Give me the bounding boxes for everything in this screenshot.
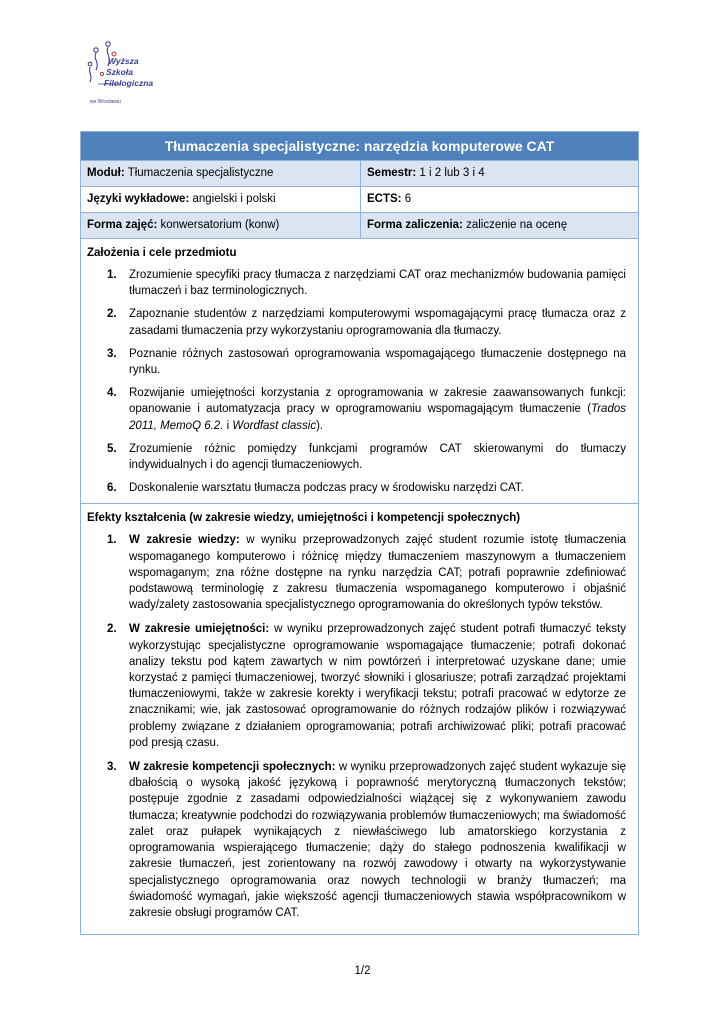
- languages-value: angielski i polski: [192, 193, 276, 205]
- list-item: [87, 267, 632, 299]
- item-number: 2.: [107, 308, 117, 321]
- item-software-name: Wordfast classic: [232, 419, 317, 432]
- module-label: Moduł:: [87, 167, 125, 179]
- semester-cell: [361, 161, 638, 186]
- course-card: [80, 131, 639, 935]
- item-text: Poznanie różnych zastosowań oprogramowania wspomagającego tłumaczenie dostępnego na rynku.: [129, 347, 626, 377]
- assessment-label: Forma zaliczenia:: [367, 219, 463, 231]
- item-text: w wyniku przeprowadzonych zajęć student rozumie istotę tłumaczenia wspomaganego komputerowo i różnicę między tłumaczeniem maszynowym a tłumaczeniem wspomaganym; zna różne dostępne na rynku narzędzia CAT; potrafi poprawnie zdefiniować podstawową terminologię z zakresu tłumaczenia wspomaganego komputerowo i objaśnić wady/zalety zastosowania specjalistycznego oprogramowania do określonych typów tekstów.: [129, 534, 626, 612]
- item-number: 5.: [107, 442, 117, 455]
- languages-label: Języki wykładowe:: [87, 193, 190, 205]
- item-number: 2.: [107, 623, 117, 636]
- logo-subline: we Wrocławiu: [90, 99, 121, 105]
- effects-list: [87, 532, 632, 921]
- logo-line-2: Szkoła: [106, 67, 133, 77]
- item-number: 3.: [107, 761, 117, 774]
- item-number: 1.: [107, 269, 117, 281]
- item-text: w wyniku przeprowadzonych zajęć student potrafi tłumaczyć teksty wykorzystując specjalistyczne oprogramowanie wspomagające tłumaczenie; potrafi dokonać analizy tekstu pod kątem zawartych w nim powtórzeń i interpretować uzyskane dane; umie korzystać z pamięci tłumaczeniowej, tworzyć słowniki i glosariusze; potrafi zarządzać projektami tłumaczeniowymi, także w zakresie korekty i weryfikacji tekstu; potrafi pracować w edytorze ze znacznikami; wie, jak zastosować oprogramowanie do różnych rodzajów plików i rozwiązywać problemy związane z działaniem oprogramowania; potrafi archiwizować pliki; potrafi pracować pod presją czasu.: [129, 623, 626, 749]
- list-item: [87, 441, 632, 473]
- item-software-names: Trados 2011, MemoQ 6.2.: [129, 403, 626, 432]
- item-text-end: ).: [316, 419, 324, 432]
- item-text: Doskonalenie warsztatu tłumacza podczas pracy w środowisku narzędzi CAT.: [129, 482, 524, 495]
- ects-cell: [361, 187, 638, 212]
- languages-cell: [81, 187, 361, 212]
- item-number: 6.: [107, 482, 117, 495]
- info-row-form: [81, 213, 638, 239]
- list-item: [87, 759, 632, 921]
- goals-section: [81, 239, 638, 504]
- assessment-cell: [361, 213, 638, 238]
- semester-value: 1 i 2 lub 3 i 4: [419, 167, 485, 179]
- class-form-label: Forma zajęć:: [87, 219, 158, 231]
- list-item: [87, 480, 632, 496]
- logo-line-1: Wyższa: [108, 56, 139, 66]
- item-text: Zrozumienie różnic pomiędzy funkcjami programów CAT skierowanymi do tłumaczy indywidualnych i do agencji tłumaczeniowych.: [129, 442, 626, 472]
- item-text: Zrozumienie specyfiki pracy tłumacza z narzędziami CAT oraz mechanizmów budowania pamięci tłumaczeń i baz terminologicznych.: [129, 269, 626, 298]
- item-text: Rozwijanie umiejętności korzystania z oprogramowania w zakresie zaawansowanych funkcji: opanowanie i automatyzacja pracy w oprogramowaniu wspomagającym tłumaczenie (: [129, 387, 626, 416]
- semester-label: Semestr:: [367, 167, 417, 179]
- item-number: 3.: [107, 347, 117, 360]
- effects-section: [81, 504, 638, 921]
- class-form-value: konwersatorium (konw): [160, 219, 280, 231]
- ects-value: 6: [404, 193, 412, 205]
- item-text-joiner: i: [223, 419, 233, 432]
- university-logo: [84, 40, 164, 110]
- list-item: [87, 306, 632, 338]
- item-number: 1.: [107, 534, 117, 547]
- item-label: W zakresie umiejętności:: [129, 623, 270, 636]
- goals-title: Założenia i cele przedmiotu: [87, 247, 237, 259]
- item-label: W zakresie wiedzy:: [129, 534, 240, 547]
- list-item: [87, 532, 632, 613]
- info-row-module: [81, 161, 638, 187]
- module-value: Tłumaczenia specjalistyczne: [127, 167, 274, 179]
- item-text: w wyniku przeprowadzonych zajęć student wykazuje się dbałością o wysoką jakość językową i poprawność merytoryczną tłumaczonych tekstów; postępuje zgodnie z zasadami odpowiedzialności wiążącej się z wykonywaniem zawodu tłumacza; kreatywnie podchodzi do rozwiązywania problemów tłumaczeniowych; ma świadomość zalet oraz pułapek wynikających z niewłaściwego lub amatorskiego korzystania z oprogramowania wspierającego tłumaczenie; dąży do stałego podnoszenia kwalifikacji w zakresie tłumaczeń, jest zorientowany na rozwój zawodowy i otwarty na wykorzystywanie specjalistycznego oprogramowania oraz nowych technologii w branży tłumaczeń; ma świadomość wymagań, jakie większość agencji tłumaczeniowych stawia współpracownikom w zakresie obsługi programów CAT.: [129, 761, 626, 919]
- item-text: Zapoznanie studentów z narzędziami komputerowymi wspomagającymi pracę tłumacza oraz z zasadami tłumaczenia przy wykorzystaniu oprogramowania dla tłumaczy.: [129, 308, 626, 337]
- list-item: [87, 346, 632, 378]
- goals-list: [87, 267, 632, 496]
- assessment-value: zaliczenie na ocenę: [466, 219, 568, 231]
- item-number: 4.: [107, 387, 117, 400]
- page-number: 1/2: [354, 965, 371, 977]
- list-item: [87, 621, 632, 751]
- ects-label: ECTS:: [367, 193, 402, 205]
- item-label: W zakresie kompetencji społecznych:: [129, 761, 336, 774]
- info-row-languages: [81, 187, 638, 213]
- logo-line-3: Filologiczna: [104, 78, 154, 88]
- effects-title: Efekty kształcenia (w zakresie wiedzy, umiejętności i kompetencji społecznych): [87, 512, 521, 525]
- class-form-cell: [81, 213, 361, 238]
- page-title: Tłumaczenia specjalistyczne: narzędzia komputerowe CAT: [81, 132, 638, 161]
- module-cell: [81, 161, 361, 186]
- list-item: [87, 385, 632, 434]
